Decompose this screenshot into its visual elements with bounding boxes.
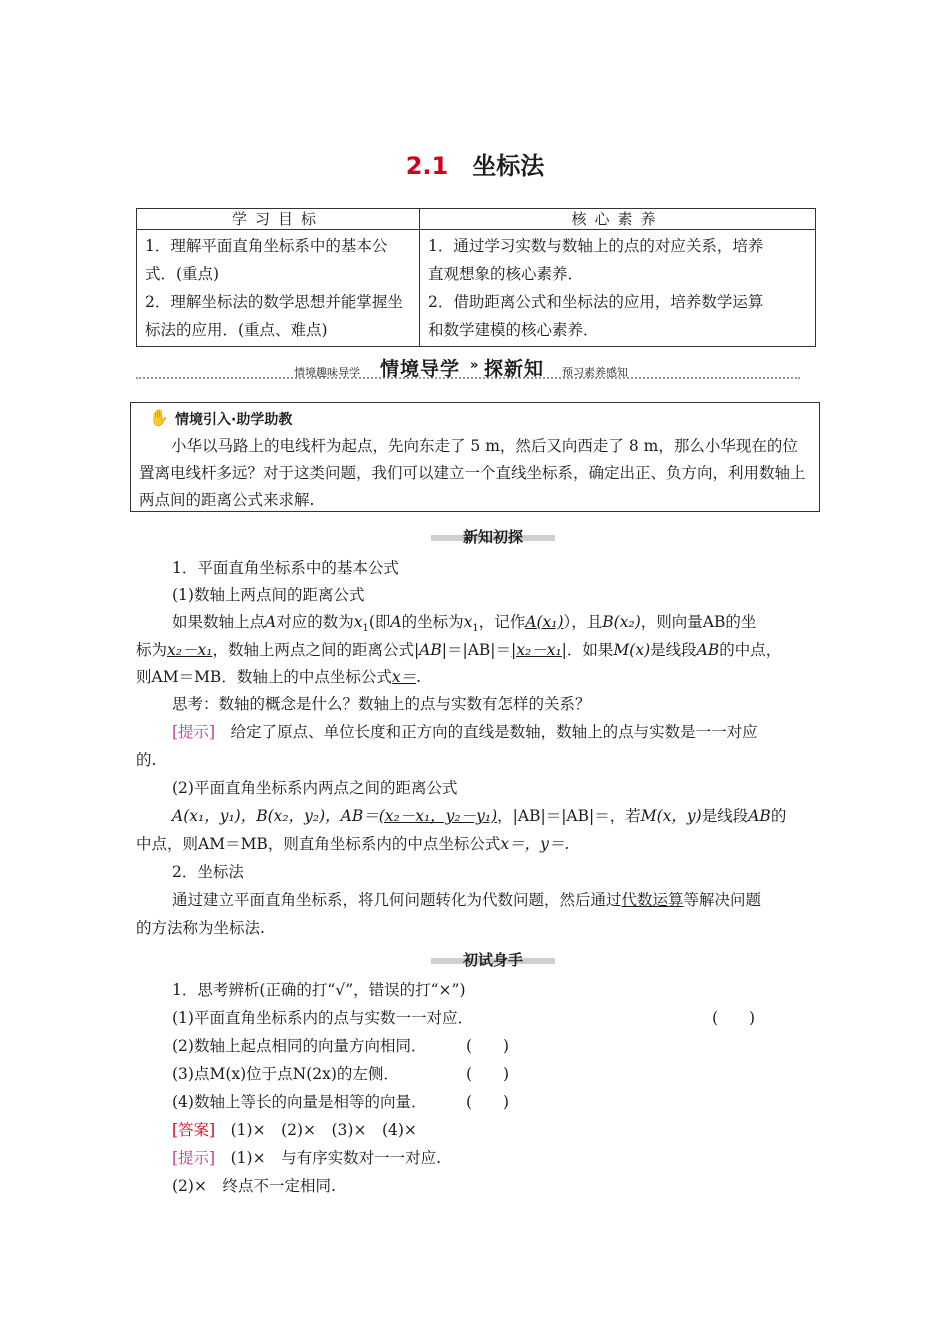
- goals-header: 学习目标: [137, 209, 420, 230]
- goals-cell: 1．理解平面直角坐标系中的基本公 式．(重点) 2．理解坐标法的数学思想并能掌握坐 标法的应用．(重点、难点): [137, 230, 420, 347]
- plane-distance-line: A(x₁，y₁)，B(x₂，y₂)，AB＝(x₂－x₁，y₂－y₁)，|AB|＝|AB|＝，若M(x，y)是线段AB的: [172, 807, 787, 825]
- section-label-try: 初试身手: [431, 950, 555, 970]
- arrow-icon: »: [470, 358, 480, 373]
- handshake-icon: ✋: [149, 408, 169, 427]
- answer-blank: ( ): [466, 1037, 510, 1055]
- section-banner: 情境趣味导学 情境导学 » 探新知 预习素养感知: [136, 352, 800, 386]
- dotted-divider: [136, 377, 800, 379]
- answer-label: [答案]: [172, 1121, 216, 1139]
- answer-blank: ( ): [466, 1065, 510, 1083]
- page-title: 2.1 坐标法: [405, 152, 545, 180]
- literacy-header: 核心素养: [420, 209, 816, 230]
- hint-label: [提示]: [172, 1149, 216, 1167]
- intro-box: ✋ 情境引入·助学助教 小华以马路上的电线杆为起点，先向东走了 5 m，然后又向西走了 8 m，那么小华现在的位置离电线杆多远？对于这类问题，我们可以建立一个直线坐标系，确定出正、负方向，利用数轴上两点间的距离公式来求解.: [130, 402, 820, 512]
- distance-formula-line-1: 如果数轴上点A对应的数为$x_1$(即A的坐标为$x_1$，记作A(x₁)），且B(x₂)，则向量AB的坐: [172, 613, 757, 635]
- answer-blank: ( ): [712, 1009, 756, 1027]
- section-label-new-knowledge: 新知初探: [431, 527, 555, 547]
- learning-goals-table: [136, 208, 816, 347]
- hint-label: [提示]: [172, 723, 216, 741]
- literacy-cell: 1．通过学习实数与数轴上的点的对应关系，培养 直观想象的核心素养． 2．借助距离公式和坐标法的应用，培养数学运算 和数学建模的核心素养．: [420, 230, 816, 347]
- distance-formula-line-2: 标为x₂－x₁，数轴上两点之间的距离公式|AB|＝|AB|＝|x₂－x₁|．如果M(x)是线段AB的中点，: [136, 641, 782, 659]
- answer-blank: ( ): [466, 1093, 510, 1111]
